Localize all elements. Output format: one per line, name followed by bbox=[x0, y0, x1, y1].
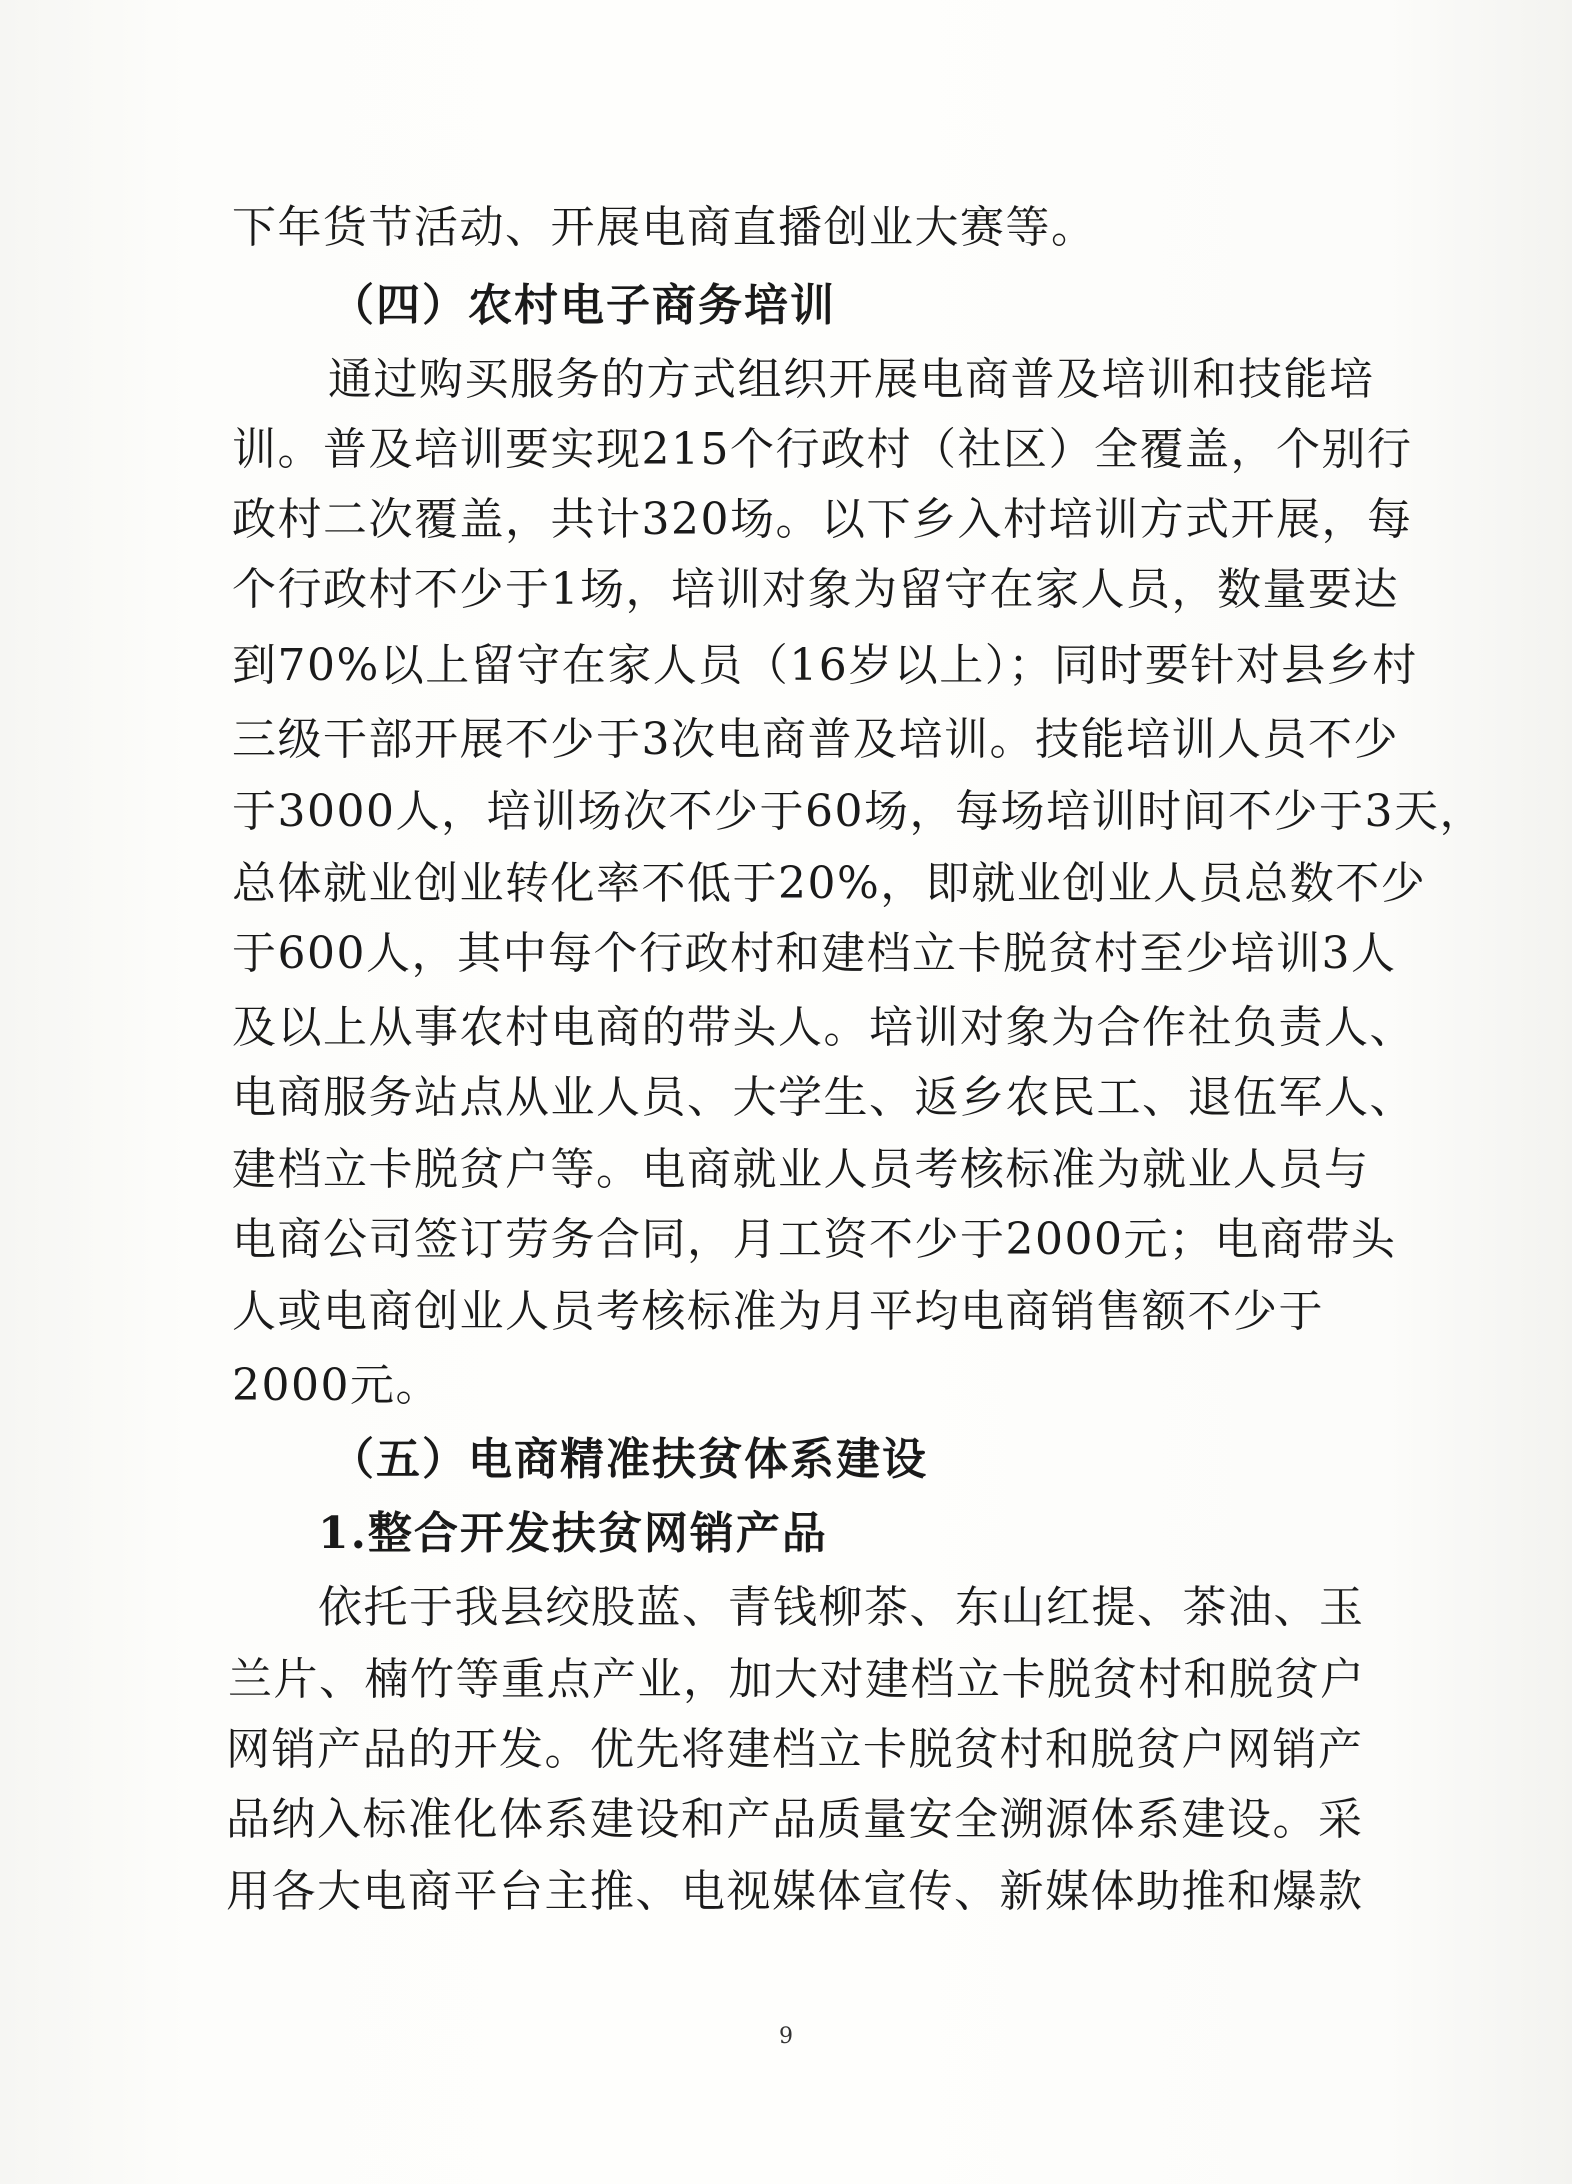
body-line-17: 依托于我县绞股蓝、青钱柳茶、东山红提、茶油、玉 bbox=[318, 1582, 1365, 1633]
body-line-11: 及以上从事农村电商的带头人。培训对象为合作社负责人、 bbox=[232, 1002, 1415, 1053]
page-number: 9 bbox=[779, 2024, 793, 2049]
body-line-18: 兰片、楠竹等重点产业，加大对建档立卡脱贫村和脱贫户 bbox=[228, 1654, 1366, 1705]
body-line-10: 于600人，其中每个行政村和建档立卡脱贫村至少培训3人 bbox=[232, 928, 1397, 979]
body-line-21: 用各大电商平台主推、电视媒体宣传、新媒体助推和爆款 bbox=[226, 1866, 1364, 1917]
body-line-16: 2000元。 bbox=[232, 1360, 441, 1411]
subsection-heading-1: 1.整合开发扶贫网销产品 bbox=[318, 1508, 828, 1559]
body-line-20: 品纳入标准化体系建设和产品质量安全溯源体系建设。采 bbox=[226, 1794, 1364, 1845]
section-heading-4: （四）农村电子商务培训 bbox=[330, 280, 836, 331]
body-line-4: 政村二次覆盖，共计320场。以下乡入村培训方式开展，每 bbox=[232, 494, 1413, 545]
body-line-19: 网销产品的开发。优先将建档立卡脱贫村和脱贫户网销产 bbox=[226, 1724, 1364, 1775]
body-line-15: 人或电商创业人员考核标准为月平均电商销售额不少于 bbox=[232, 1286, 1324, 1337]
section-heading-5: （五）电商精准扶贫体系建设 bbox=[330, 1434, 928, 1485]
body-line-13: 建档立卡脱贫户等。电商就业人员考核标准为就业人员与 bbox=[232, 1144, 1370, 1195]
body-line-9: 总体就业创业转化率不低于20%，即就业创业人员总数不少 bbox=[232, 858, 1427, 909]
body-line-12: 电商服务站点从业人员、大学生、返乡农民工、退伍军人、 bbox=[232, 1072, 1415, 1123]
body-line-7: 三级干部开展不少于3次电商普及培训。技能培训人员不少 bbox=[232, 714, 1399, 765]
body-line-3: 训。普及培训要实现215个行政村（社区）全覆盖，个别行 bbox=[232, 424, 1413, 475]
body-line-5: 个行政村不少于1场，培训对象为留守在家人员，数量要达 bbox=[232, 564, 1399, 615]
body-line-1: 下年货节活动、开展电商直播创业大赛等。 bbox=[232, 202, 1097, 253]
body-line-6: 到70%以上留守在家人员（16岁以上）；同时要针对县乡村 bbox=[232, 640, 1418, 691]
body-line-2: 通过购买服务的方式组织开展电商普及培训和技能培 bbox=[328, 354, 1375, 405]
body-line-14: 电商公司签订劳务合同，月工资不少于2000元；电商带头 bbox=[232, 1214, 1397, 1265]
body-line-8: 于3000人，培训场次不少于60场，每场培训时间不少于3天， bbox=[232, 786, 1485, 837]
